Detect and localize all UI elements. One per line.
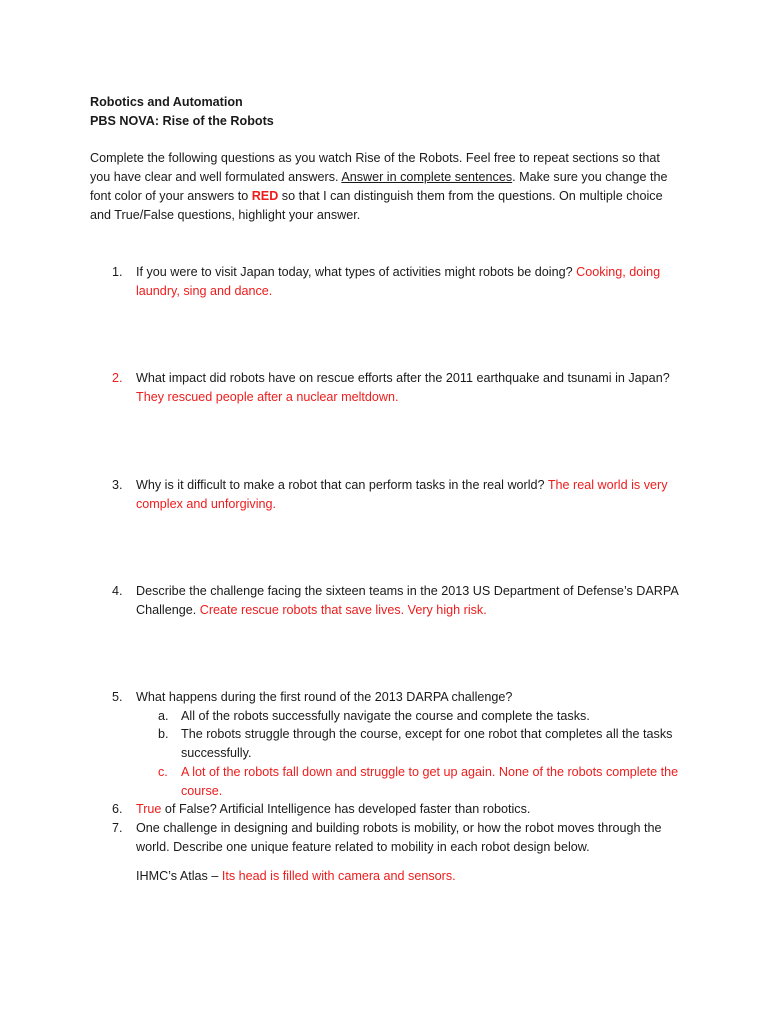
question-3 — [112, 476, 682, 514]
question-7 — [112, 819, 682, 857]
atlas-answer[interactable]: Its head is filled with camera and sensors. — [221, 869, 456, 883]
question-number: 2. — [112, 371, 123, 385]
option-text: The robots struggle through the course, except for one robot that completes all the tasks successfully. — [181, 727, 673, 760]
question-text: One challenge in designing and building robots is mobility, or how the robot moves through the world. Describe one unique feature related to mobility in each robot design below. — [136, 821, 662, 854]
option-b[interactable] — [158, 725, 683, 763]
answer-text[interactable]: Create rescue robots that save lives. Very high risk. — [199, 603, 487, 617]
option-text: All of the robots successfully navigate the course and complete the tasks. — [181, 709, 590, 723]
instructions-paragraph: Complete the following questions as you watch Rise of the Robots. Feel free to repeat sections so that you have clear and well formulated answers. Answer in complete sentences. Make sure you change the font color of your answers to RED so that I can distinguish them from the questions. On multiple choice and True/False questions, highlight your answer. — [90, 151, 668, 222]
option-letter: c. — [158, 765, 168, 779]
question-number: 6. — [112, 802, 123, 816]
answer-text[interactable]: The real world is very complex and unforgiving. — [136, 478, 668, 511]
atlas-label: IHMC’s Atlas – — [136, 869, 222, 883]
question-6 — [112, 800, 682, 819]
option-c-selected[interactable] — [158, 763, 683, 801]
question-text: What impact did robots have on rescue efforts after the 2011 earthquake and tsunami in Japan? — [136, 371, 670, 385]
question-text: What happens during the first round of the 2013 DARPA challenge? — [136, 690, 513, 704]
red-keyword: RED — [251, 189, 279, 203]
instructions-emphasis: Answer in complete sentences — [341, 170, 513, 184]
option-a[interactable] — [158, 707, 683, 726]
course-title: Robotics and Automation — [90, 95, 243, 109]
question-number: 4. — [112, 584, 123, 598]
question-2 — [112, 369, 682, 407]
answer-text[interactable]: They rescued people after a nuclear meltdown. — [136, 390, 399, 404]
answer-text[interactable]: True — [136, 802, 162, 816]
question-1 — [112, 263, 682, 301]
question-text: Describe the challenge facing the sixteen teams in the 2013 US Department of Defense’s DARPA Challenge. — [136, 584, 679, 617]
atlas-line — [136, 867, 681, 886]
question-number: 5. — [112, 690, 123, 704]
question-number: 3. — [112, 478, 123, 492]
question-4 — [112, 582, 682, 620]
option-text: A lot of the robots fall down and struggle to get up again. None of the robots complete the course. — [181, 765, 679, 798]
option-letter: b. — [158, 727, 169, 741]
question-number: 7. — [112, 821, 123, 835]
question-text: Why is it difficult to make a robot that can perform tasks in the real world? — [136, 478, 548, 492]
question-5 — [112, 688, 682, 707]
question-text: If you were to visit Japan today, what types of activities might robots be doing? — [136, 265, 577, 279]
answer-text[interactable]: Cooking, doing laundry, sing and dance. — [136, 265, 661, 298]
option-letter: a. — [158, 709, 169, 723]
worksheet-title: PBS NOVA: Rise of the Robots — [90, 114, 274, 128]
question-text: of False? Artificial Intelligence has developed faster than robotics. — [161, 802, 531, 816]
question-number: 1. — [112, 265, 123, 279]
